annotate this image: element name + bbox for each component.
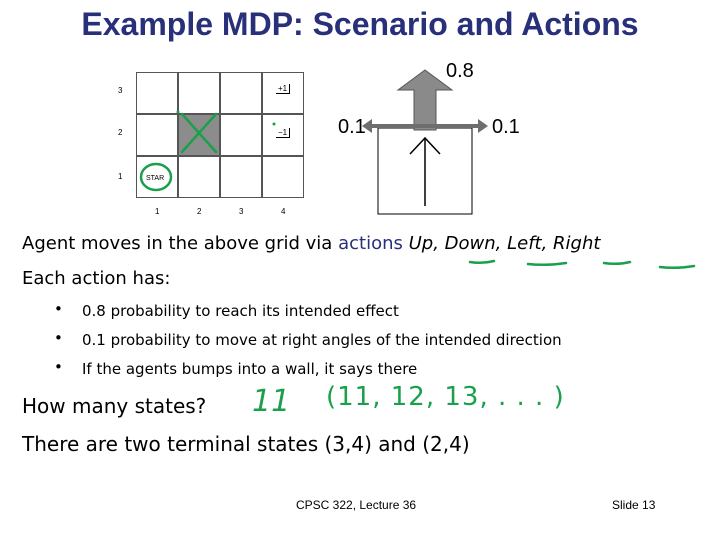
start-label: STAR [146,175,165,182]
col-label-3: 3 [239,207,244,216]
bullet-text: 0.1 probability to move at right angles of the intended direction [82,331,562,349]
bullet-marker: • [54,300,63,318]
action-probability-diagram [330,56,540,226]
row-label-2: 2 [118,128,123,137]
slide-title: Example MDP: Scenario and Actions [81,6,639,42]
left-probability: 0.1 [338,116,366,138]
action-up: Up, [402,233,439,254]
footer-slide-number: Slide 13 [612,498,656,512]
footer-lecture: CPSC 322, Lecture 36 [296,498,417,512]
right-probability: 0.1 [492,116,520,138]
col-label-2: 2 [197,207,202,216]
actions-line-prefix: Agent moves in the above grid via [22,233,339,254]
col-label-4: 4 [281,207,286,216]
bullet-marker: • [54,358,63,376]
row-label-3: 3 [118,86,123,95]
col-label-1: 1 [155,207,160,216]
question-line: How many states? [22,394,207,418]
grid-world [110,64,320,224]
actions-keyword: actions [338,233,403,254]
action-right: Right [547,233,601,254]
actions-line [22,233,600,254]
handwritten-answer: 11 [252,384,291,419]
bullet-marker: • [54,329,63,347]
row-label-1: 1 [118,172,123,181]
bullet-text: If the agents bumps into a wall, it says there [82,360,418,378]
wall-cross-mark [110,64,320,224]
action-left: Left, [501,233,548,254]
terminal-minus-one: −1 [276,128,290,138]
each-action-line: Each action has: [22,268,171,289]
terminal-states-line: There are two terminal states (3,4) and (2,4) [22,432,470,456]
action-down: Down, [438,233,502,254]
bullet-text: 0.8 probability to reach its intended effect [82,302,399,320]
terminal-plus-one: +1 [276,84,290,94]
forward-probability: 0.8 [446,60,474,82]
handwritten-state-list: (11, 12, 13, . . . ) [326,382,565,412]
